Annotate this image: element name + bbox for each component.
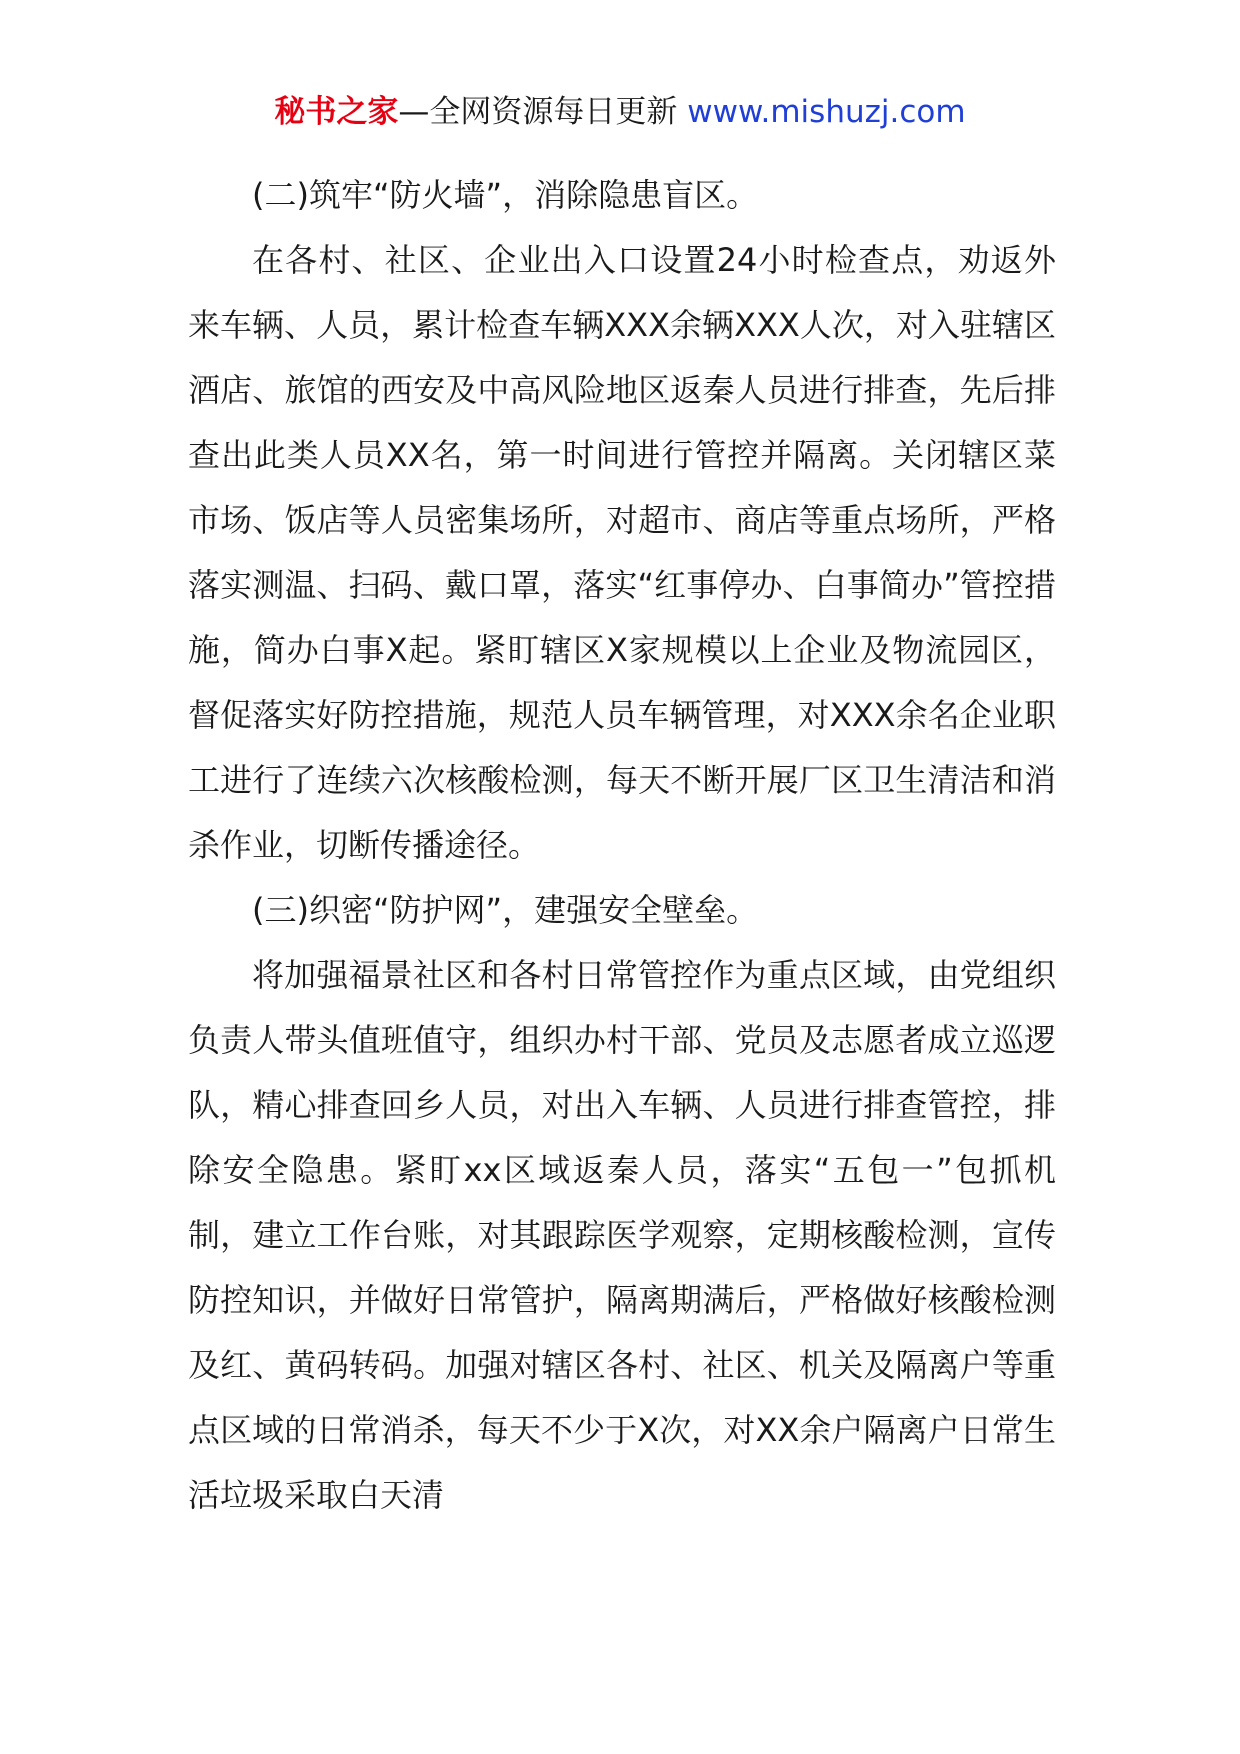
site-slogan: —全网资源每日更新: [398, 94, 678, 130]
section-heading-3: (三)织密“防护网”，建强安全壁垒。: [252, 891, 759, 929]
document-body: [188, 163, 1056, 1528]
site-header: [0, 92, 1240, 132]
site-url-link[interactable]: www.mishuzj.com: [687, 94, 966, 130]
section-paragraph-2: 在各村、社区、企业出入口设置24小时检查点，劝返外来车辆、人员，累计检查车辆XXX余辆XXX人次，对入驻辖区酒店、旅馆的西安及中高风险地区返秦人员进行排查，先后排查出此类人员XX名，第一时间进行管控并隔离。关闭辖区菜市场、饭店等人员密集场所，对超市、商店等重点场所，严格落实测温、扫码、戴口罩，落实“红事停办、白事简办”管控措施，简办白事X起。紧盯辖区X家规模以上企业及物流园区，督促落实好防控措施，规范人员车辆管理，对XXX余名企业职工进行了连续六次核酸检测，每天不断开展厂区卫生清洁和消杀作业，切断传播途径。: [188, 241, 1056, 864]
section-heading-2: (二)筑牢“防火墙”，消除隐患盲区。: [252, 176, 759, 214]
site-brand: 秘书之家: [274, 94, 399, 130]
section-paragraph-3: 将加强福景社区和各村日常管控作为重点区域，由党组织负责人带头值班值守，组织办村干部、党员及志愿者成立巡逻队，精心排查回乡人员，对出入车辆、人员进行排查管控，排除安全隐患。紧盯xx区域返秦人员，落实“五包一”包抓机制，建立工作台账，对其跟踪医学观察，定期核酸检测，宣传防控知识，并做好日常管护，隔离期满后，严格做好核酸检测及红、黄码转码。加强对辖区各村、社区、机关及隔离户等重点区域的日常消杀，每天不少于X次，对XX余户隔离户日常生活垃圾采取白天清: [188, 956, 1056, 1514]
